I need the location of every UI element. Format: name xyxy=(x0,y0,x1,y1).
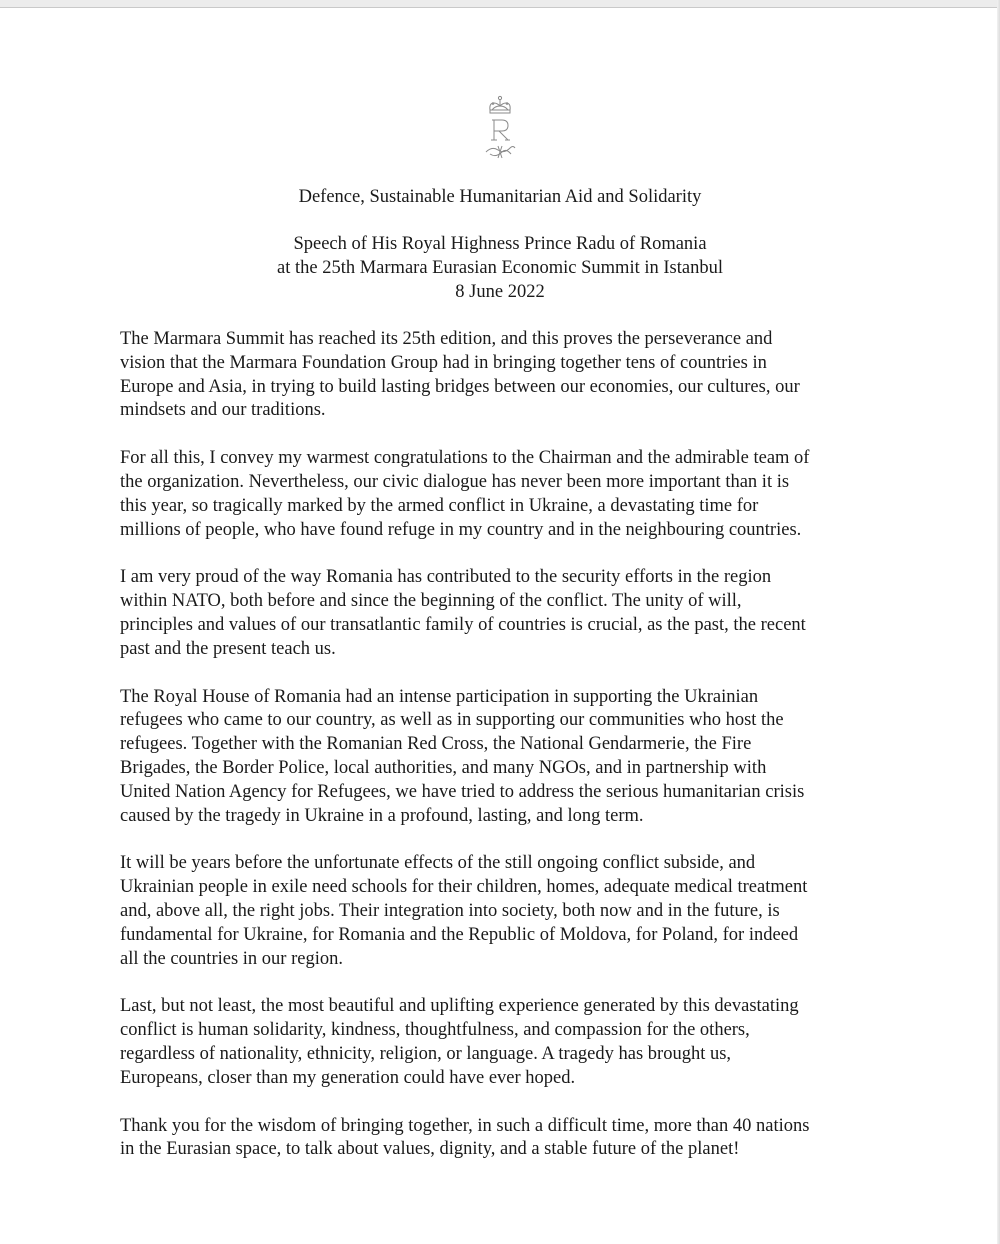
royal-monogram-icon xyxy=(478,94,522,162)
speech-event: at the 25th Marmara Eurasian Economic Summit in Istanbul xyxy=(277,258,723,278)
paragraph-security-nato: I am very proud of the way Romania has contributed to the security efforts in the region within NATO, both before and since the beginning of the conflict. The unity of will, principles and values of our transatlantic family of countries is crucial, as the past, the recent past and the present teach us. xyxy=(120,567,806,659)
paragraph-closing-thanks: Thank you for the wisdom of bringing together, in such a difficult time, more than 40 nations in the Eurasian space, to talk about values, dignity, and a stable future of the planet! xyxy=(120,1115,810,1160)
speech-byline: Speech of His Royal Highness Prince Radu of Romania xyxy=(293,234,707,254)
document-title: Defence, Sustainable Humanitarian Aid and Solidarity xyxy=(298,187,702,207)
speech-body xyxy=(120,328,890,1186)
paragraph-royal-house-support: The Royal House of Romania had an intense participation in supporting the Ukrainian refugees who came to our country, as well as in supporting our communities who host the refugees. Together with the Romanian Red Cross, the National Gendarmerie, the Fire Brigades, the Border Police, local authorities, and many NGOs, and in partnership with United Nation Agency for Refugees, we have tried to address the serious humanitarian crisis caused by the tragedy in Ukraine in a profound, lasting, and long term. xyxy=(120,686,805,826)
window-top-edge xyxy=(0,0,1000,8)
paragraph-congratulations: For all this, I convey my warmest congratulations to the Chairman and the admirable team of the organization. Nevertheless, our civic dialogue has never been more important than it is this year, so tragically marked by the armed conflict in Ukraine, a devastating time for millions of people, who have found refuge in my country and in the neighbouring countries. xyxy=(120,448,810,540)
paragraph-integration-needs: It will be years before the unfortunate effects of the still ongoing conflict subside, and Ukrainian people in exile need schools for their children, homes, adequate medical treatment and, above all, the right jobs. Their integration into society, both now and in the future, is fundamental for Ukraine, for Romania and the Republic of Moldova, for Poland, for indeed all the countries in our region. xyxy=(120,853,808,969)
speech-date: 8 June 2022 xyxy=(455,282,545,302)
paragraph-solidarity: Last, but not least, the most beautiful and uplifting experience generated by this devastating conflict is human solidarity, kindness, thoughtfulness, and compassion for the others, regardless of nationality, ethnicity, religion, or language. A tragedy has brought us, Europeans, closer than my generation could have ever hoped. xyxy=(120,996,799,1088)
paragraph-summit-edition: The Marmara Summit has reached its 25th edition, and this proves the perseverance and vision that the Marmara Foundation Group had in bringing together tens of countries in Europe and Asia, in trying to build lasting bridges between our economies, our cultures, our mindsets and our traditions. xyxy=(120,329,800,421)
